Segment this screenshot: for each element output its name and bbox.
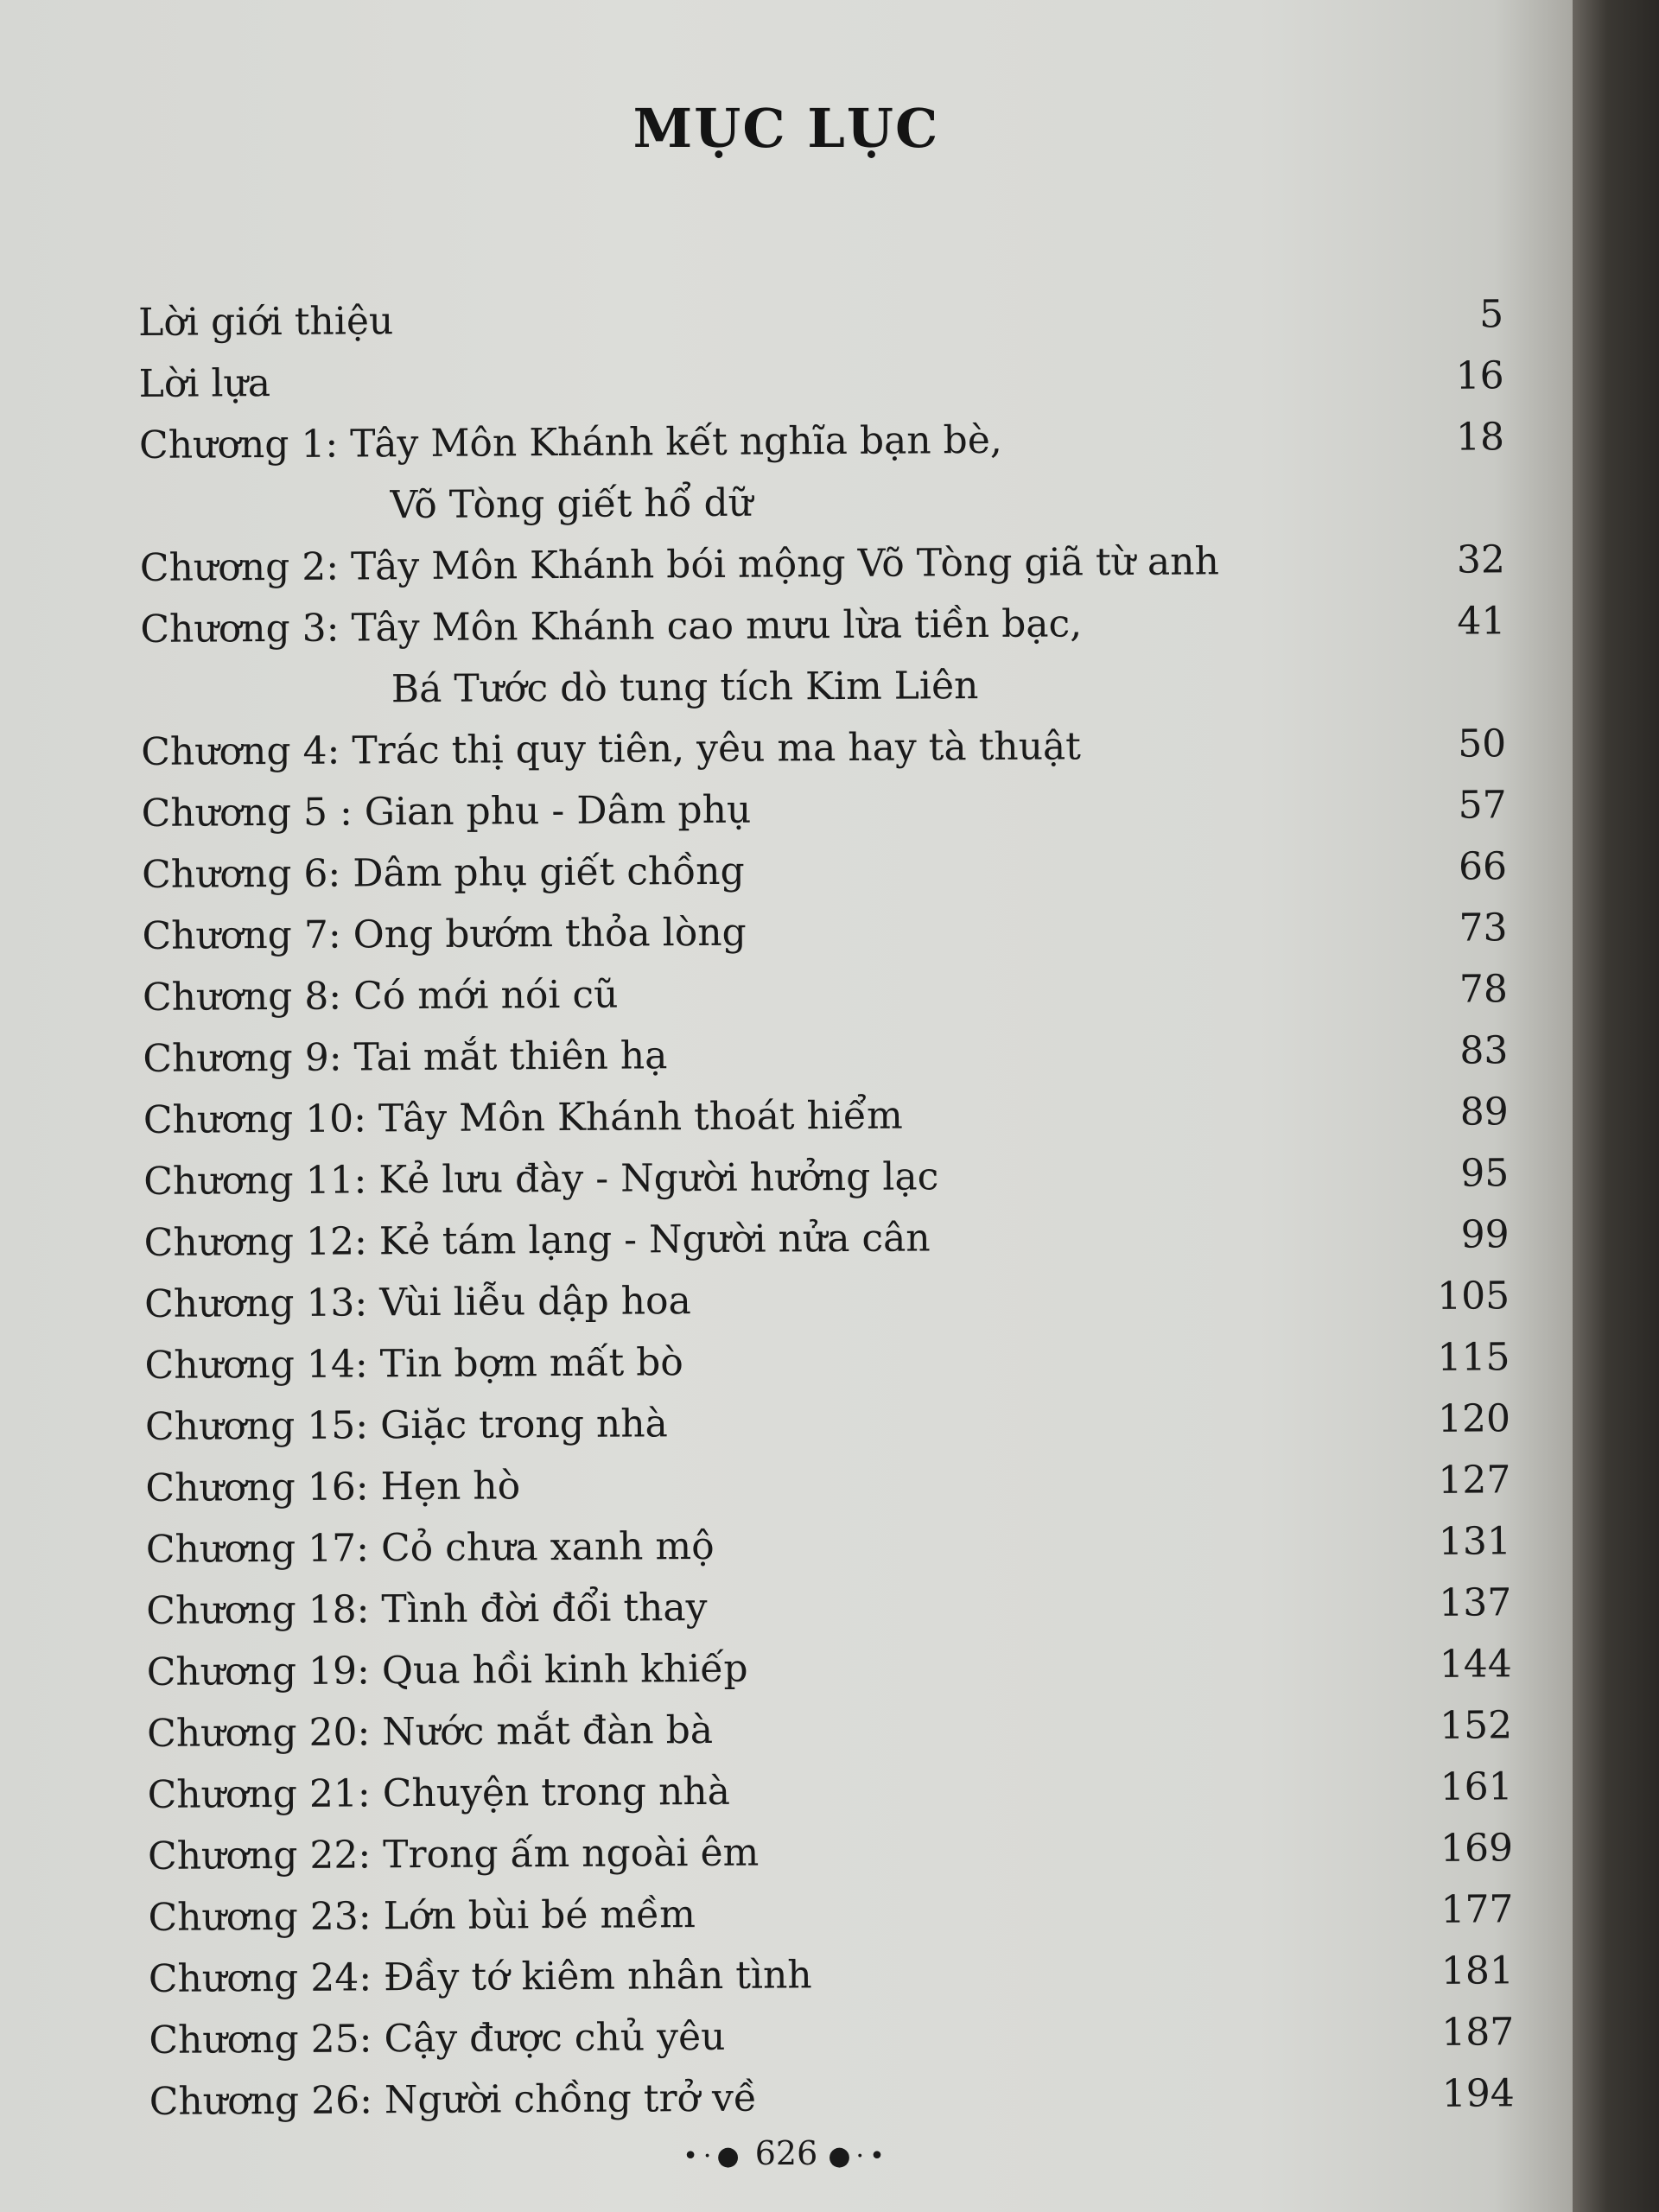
toc-entry-page: 18	[1455, 415, 1505, 460]
toc-entry-page: 120	[1437, 1396, 1511, 1441]
toc-entry	[145, 1388, 1510, 1458]
toc-entry-page: 5	[1479, 292, 1504, 337]
toc-entry-title: Chương 24: Đầy tớ kiêm nhân tình	[148, 1953, 812, 2001]
toc-entry-title: Chương 23: Lớn bùi bé mềm	[148, 1892, 696, 1940]
toc-entry-page: 50	[1458, 721, 1507, 766]
toc-entry	[144, 1326, 1510, 1396]
toc-entry-title: Chương 13: Vùi liễu dập hoa	[144, 1279, 691, 1326]
toc-entry-continuation	[139, 467, 1504, 537]
toc-entry-page: 16	[1455, 353, 1504, 398]
toc-entry-title: Võ Tòng giết hổ dữ	[390, 480, 753, 528]
toc-entry-page: 95	[1460, 1151, 1510, 1196]
toc-entry	[143, 1020, 1508, 1090]
toc-entry-page: 131	[1438, 1519, 1512, 1564]
toc-entry-page: 137	[1439, 1580, 1512, 1625]
toc-entry	[143, 1142, 1509, 1212]
toc-entry-title: Chương 22: Trong ấm ngoài êm	[147, 1830, 760, 1878]
page-number: 626	[754, 2134, 818, 2172]
toc-entry-page: 161	[1440, 1764, 1513, 1809]
toc-entry-page: 144	[1439, 1642, 1512, 1687]
toc-entry	[149, 1940, 1514, 2010]
toc-entry	[144, 1204, 1510, 1274]
toc-entry-page: 169	[1440, 1826, 1514, 1871]
toc-entry-title: Chương 4: Trác thị quy tiên, yêu ma hay tà thuật	[141, 724, 1082, 774]
toc-entry	[143, 958, 1508, 1028]
toc-entry-page: 152	[1440, 1703, 1513, 1748]
ornament-dots-left-icon: •·●	[683, 2141, 745, 2171]
toc-entry-title: Chương 14: Tin bợm mất bò	[144, 1340, 683, 1388]
toc-entry-title: Chương 3: Tây Môn Khánh cao mưu lừa tiền bạc,	[140, 601, 1083, 652]
toc-entry	[142, 897, 1507, 967]
toc-entry	[148, 1878, 1513, 1948]
toc-entry-title: Bá Tước dò tung tích Kim Liên	[391, 664, 979, 712]
toc-entry-page: 73	[1459, 906, 1508, 950]
toc-entry	[142, 836, 1507, 906]
table-of-contents	[138, 283, 1515, 2133]
toc-entry	[140, 529, 1505, 599]
toc-entry	[138, 345, 1503, 415]
toc-entry	[138, 283, 1503, 353]
toc-entry-page: 99	[1460, 1212, 1510, 1257]
toc-entry-title: Chương 2: Tây Môn Khánh bói mộng Võ Tòng giã từ anh	[139, 539, 1219, 590]
toc-entry-title: Chương 7: Ong bướm thỏa lòng	[142, 910, 747, 958]
toc-entry-title: Chương 19: Qua hồi kinh khiếp	[146, 1646, 748, 1694]
toc-entry-title: Lời lựa	[138, 361, 271, 406]
toc-entry-page: 83	[1459, 1028, 1509, 1073]
toc-entry	[141, 774, 1506, 844]
toc-entry	[147, 1756, 1512, 1826]
toc-entry-page: 194	[1441, 2071, 1515, 2116]
toc-entry-page: 187	[1441, 2010, 1515, 2055]
toc-entry-page: 127	[1438, 1458, 1511, 1503]
toc-entry-title: Chương 1: Tây Môn Khánh kết nghĩa bạn bè,	[138, 417, 1002, 467]
toc-entry-page: 57	[1458, 783, 1507, 828]
toc-entry-title: Chương 17: Cỏ chưa xanh mộ	[145, 1523, 715, 1572]
toc-entry-page: 181	[1440, 1948, 1515, 1993]
toc-entry-page: 115	[1437, 1335, 1510, 1380]
page-title: MỤC LỤC	[632, 97, 940, 160]
toc-entry	[147, 1694, 1512, 1764]
toc-entry	[146, 1572, 1511, 1642]
toc-entry-page: 78	[1459, 967, 1509, 1012]
toc-entry-title: Chương 15: Giặc trong nhà	[144, 1402, 668, 1449]
toc-entry	[143, 1081, 1509, 1151]
toc-entry-title: Chương 11: Kẻ lưu đày - Người hưởng lạc	[143, 1154, 939, 1204]
toc-entry-title: Chương 5 : Gian phu - Dâm phụ	[141, 787, 752, 836]
toc-entry-title: Chương 6: Dâm phụ giết chồng	[141, 849, 745, 897]
toc-entry-title: Chương 21: Chuyện trong nhà	[147, 1769, 731, 1817]
toc-entry	[139, 406, 1504, 476]
toc-entry-page: 105	[1436, 1274, 1510, 1319]
toc-entry	[149, 2063, 1515, 2133]
toc-entry	[147, 1633, 1512, 1703]
toc-entry-title: Chương 10: Tây Môn Khánh thoát hiểm	[143, 1093, 903, 1142]
toc-entry	[140, 590, 1505, 660]
toc-entry-title: Chương 8: Có mới nói cũ	[142, 972, 619, 1020]
book-spine-shadow	[1573, 0, 1659, 2212]
toc-entry-title: Chương 25: Cậy được chủ yêu	[149, 2014, 726, 2063]
toc-entry	[149, 2001, 1514, 2071]
toc-entry-page: 32	[1456, 537, 1506, 582]
toc-entry-page: 177	[1440, 1887, 1514, 1932]
toc-entry-title: Chương 26: Người chồng trở về	[149, 2075, 758, 2124]
toc-entry	[145, 1449, 1510, 1519]
toc-entry-title: Chương 12: Kẻ tám lạng - Người nửa cân	[143, 1216, 931, 1265]
page-footer	[0, 2134, 1573, 2172]
toc-entry	[146, 1510, 1511, 1580]
toc-entry-title: Chương 9: Tai mắt thiên hạ	[143, 1033, 668, 1081]
ornament-dots-right-icon: ●·•	[828, 2141, 890, 2171]
toc-entry	[141, 713, 1506, 783]
toc-entry-page: 66	[1458, 844, 1508, 889]
toc-entry-title: Lời giới thiệu	[138, 299, 394, 345]
toc-entry-page: 89	[1459, 1090, 1509, 1135]
toc-entry-page: 41	[1457, 599, 1506, 644]
toc-entry-title: Chương 18: Tình đời đổi thay	[146, 1586, 708, 1633]
toc-entry	[148, 1817, 1513, 1887]
toc-entry-title: Chương 16: Hẹn hò	[145, 1464, 521, 1510]
toc-entry-title: Chương 20: Nước mắt đàn bà	[147, 1707, 714, 1756]
toc-entry	[144, 1265, 1510, 1335]
toc-entry-continuation	[141, 652, 1506, 721]
